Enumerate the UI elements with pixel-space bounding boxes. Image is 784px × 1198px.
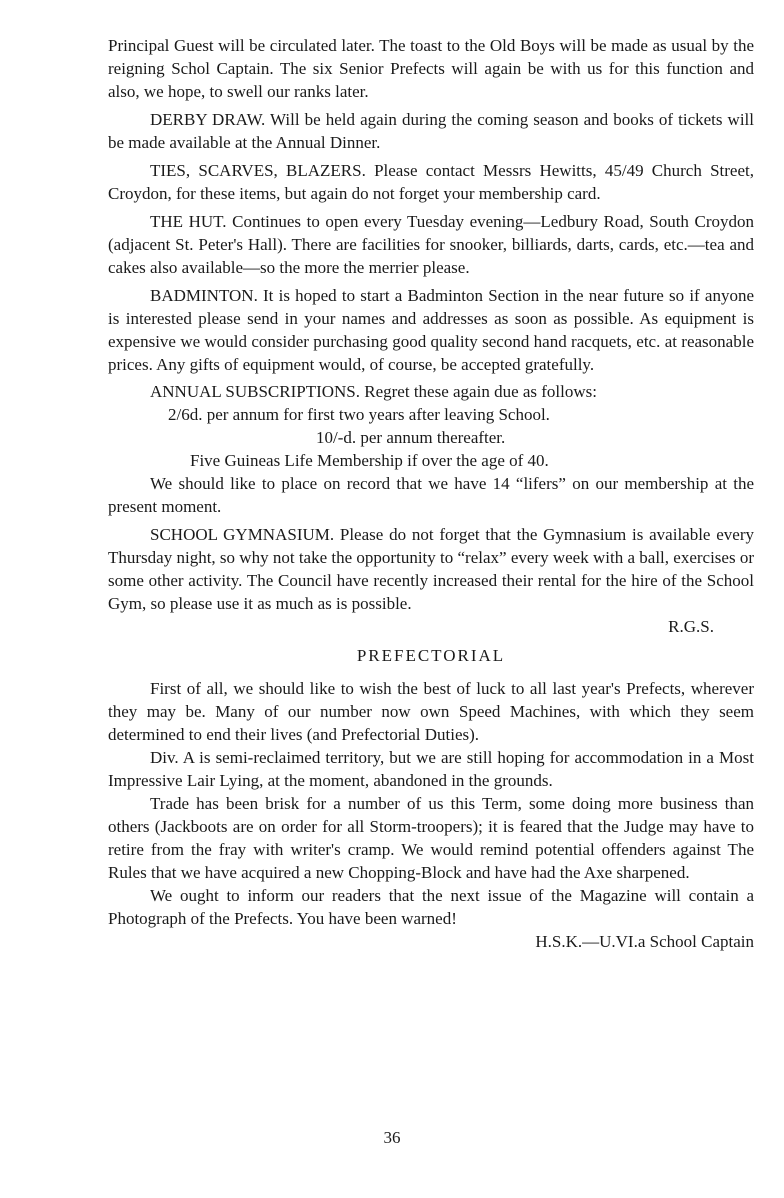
paragraph-trade: Trade has been brisk for a number of us this Term, some doing more business than others (Jackboots are on order for all Storm-troopers); it is feared that the Judge may have to retire from the fray with writer's cramp. We would remind potential offenders against The Rules that we have acquired a new Chopping-Block and have had the Axe sharpened. [108,794,754,882]
paragraph-gymnasium: SCHOOL GYMNASIUM. Please do not forget that the Gymnasium is available every Thursday night, so why not take the opportunity to “relax” every week with a ball, exercises or some other activity. The Council have recently increased their rental for the hire of the School Gym, so please use it as much as is possible. [108,525,754,613]
paragraph-prefects-luck: First of all, we should like to wish the best of luck to all last year's Prefects, wherever they may be. Many of our number now own Speed Machines, with which they seem determined to end their lives (and Prefectorial Duties). [108,679,754,744]
paragraph-hut: THE HUT. Continues to open every Tuesday evening—Ledbury Road, South Croydon (adjacent St. Peter's Hall). There are facilities for snooker, billiards, darts, cards, etc.—tea and cakes also available—so the more the merrier please. [108,212,754,277]
paragraph-dinner: Principal Guest will be circulated later. The toast to the Old Boys will be made as usual by the reigning Schol Captain. The six Senior Prefects will again be with us for this function and also, we hope, to swell our ranks later. [108,36,754,101]
paragraph-derby-draw: DERBY DRAW. Will be held again during the coming season and books of tickets will be made available at the Annual Dinner. [108,110,754,152]
page-number: 36 [383,1128,401,1147]
section-heading-prefectorial: PREFECTORIAL [356,646,506,665]
paragraph-div-a: Div. A is semi-reclaimed territory, but we are still hoping for accommodation in a Most Impressive Lair Lying, at the moment, abandoned in the grounds. [108,748,754,790]
subscription-line-1: 2/6d. per annum for first two years after leaving School. [168,405,550,424]
signature-rgs: R.G.S. [668,617,714,636]
subscriptions-note: We should like to place on record that we have 14 “lifers” on our membership at the present moment. [108,474,754,516]
subscription-line-3: Five Guineas Life Membership if over the age of 40. [190,451,549,470]
subscription-line-2: 10/-d. per annum thereafter. [316,428,506,447]
paragraph-photograph: We ought to inform our readers that the next issue of the Magazine will contain a Photograph of the Prefects. You have been warned! [108,886,754,928]
article-body [108,34,754,953]
paragraph-ties: TIES, SCARVES, BLAZERS. Please contact Messrs Hewitts, 45/49 Church Street, Croydon, for these items, but again do not forget your membership card. [108,161,754,203]
paragraph-badminton: BADMINTON. It is hoped to start a Badminton Section in the near future so if anyone is interested please send in your names and addresses as soon as possible. As equipment is expensive we would consider purchasing good quality second hand racquets, etc. at reasonable prices. Any gifts of equipment would, of course, be accepted gratefully. [108,286,754,374]
signature-hsk: H.S.K.—U.VI.a School Captain [535,932,754,951]
subscriptions-heading: ANNUAL SUBSCRIPTIONS. Regret these again due as follows: [150,382,597,401]
